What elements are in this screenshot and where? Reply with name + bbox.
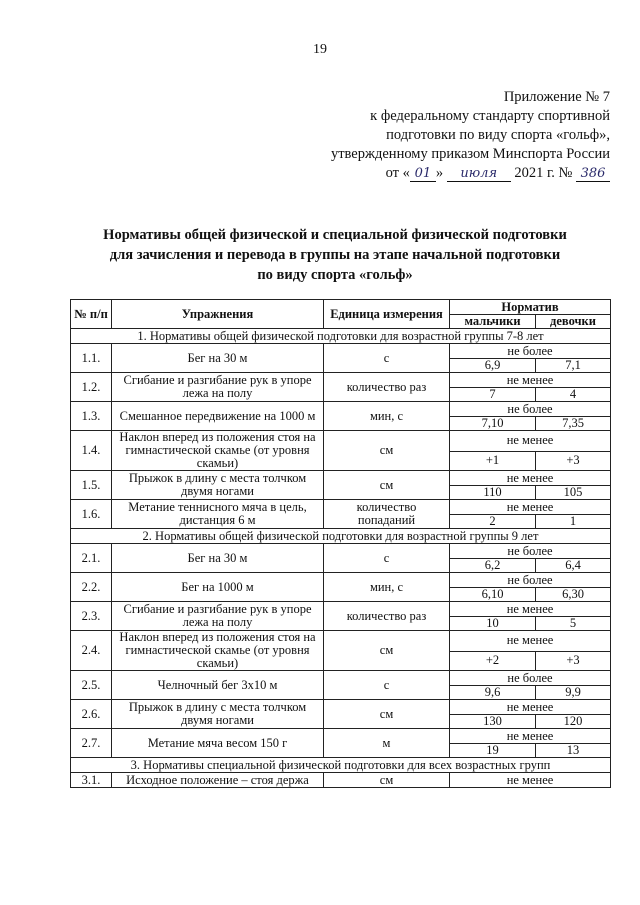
row-value-girls: +3 [536, 451, 611, 470]
row-condition: не менее [450, 631, 611, 652]
section-title: 1. Нормативы общей физической подготовки для возрастной группы 7-8 лет [71, 329, 611, 344]
row-unit: см [324, 431, 450, 471]
row-unit: см [324, 700, 450, 729]
row-exercise: Метание мяча весом 150 г [112, 729, 324, 758]
section-row [71, 758, 611, 773]
row-number: 2.3. [71, 602, 112, 631]
row-exercise: Челночный бег 3х10 м [112, 671, 324, 700]
row-value-boys: 6,2 [450, 559, 536, 573]
table-row [71, 729, 611, 744]
title-line-1: Нормативы общей физической и специальной физической подготовки [103, 227, 567, 243]
row-value-boys: 9,6 [450, 686, 536, 700]
header-norm: Норматив [450, 300, 611, 315]
row-exercise: Исходное положение – стоя держа [112, 773, 324, 788]
row-value-boys: 6,9 [450, 359, 536, 373]
row-exercise: Метание теннисного мяча в цель, дистанция 6 м [112, 500, 324, 529]
row-unit: см [324, 773, 450, 788]
table-row [71, 471, 611, 486]
row-number: 1.2. [71, 373, 112, 402]
document-title [70, 225, 600, 285]
row-exercise: Наклон вперед из положения стоя на гимнастической скамье (от уровня скамьи) [112, 631, 324, 671]
table-row [71, 773, 611, 788]
row-value-girls: 105 [536, 486, 611, 500]
row-value-girls: 9,9 [536, 686, 611, 700]
row-value-boys: 110 [450, 486, 536, 500]
row-unit: с [324, 544, 450, 573]
table-row [71, 700, 611, 715]
row-condition: не более [450, 671, 611, 686]
row-exercise: Смешанное передвижение на 1000 м [112, 402, 324, 431]
row-value-boys: 10 [450, 617, 536, 631]
row-exercise: Бег на 30 м [112, 344, 324, 373]
row-number: 2.4. [71, 631, 112, 671]
date-month: июля [447, 166, 511, 182]
header-boys: мальчики [450, 315, 536, 329]
table-row [71, 402, 611, 417]
appendix-block [331, 88, 610, 183]
row-condition: не более [450, 573, 611, 588]
row-number: 2.2. [71, 573, 112, 602]
row-condition: не менее [450, 373, 611, 388]
row-condition: не менее [450, 773, 611, 788]
header-unit: Единица измерения [324, 300, 450, 329]
row-condition: не менее [450, 700, 611, 715]
row-number: 1.4. [71, 431, 112, 471]
row-condition: не более [450, 402, 611, 417]
table-row [71, 602, 611, 617]
row-value-boys: 7,10 [450, 417, 536, 431]
row-number: 2.6. [71, 700, 112, 729]
row-condition: не менее [450, 471, 611, 486]
row-exercise: Бег на 30 м [112, 544, 324, 573]
row-value-boys: 2 [450, 515, 536, 529]
header-girls: девочки [536, 315, 611, 329]
row-value-boys: 6,10 [450, 588, 536, 602]
row-condition: не менее [450, 431, 611, 452]
row-value-girls: 5 [536, 617, 611, 631]
row-value-boys: 7 [450, 388, 536, 402]
table-row [71, 631, 611, 652]
row-value-girls: 7,1 [536, 359, 611, 373]
row-unit: количество раз [324, 373, 450, 402]
row-value-girls: 1 [536, 515, 611, 529]
title-line-3: по виду спорта «гольф» [257, 267, 413, 283]
row-condition: не менее [450, 602, 611, 617]
row-value-girls: 7,35 [536, 417, 611, 431]
row-number: 1.1. [71, 344, 112, 373]
row-exercise: Наклон вперед из положения стоя на гимнастической скамье (от уровня скамьи) [112, 431, 324, 471]
row-number: 1.5. [71, 471, 112, 500]
row-value-boys: +2 [450, 651, 536, 670]
appendix-line-2: к федеральному стандарту спортивной [370, 108, 610, 124]
appendix-line-4: утвержденному приказом Минспорта России [330, 146, 610, 162]
row-condition: не более [450, 344, 611, 359]
section-row [71, 329, 611, 344]
table-row [71, 344, 611, 359]
section-title: 2. Нормативы общей физической подготовки для возрастной группы 9 лет [71, 529, 611, 544]
row-number: 1.3. [71, 402, 112, 431]
date-day: 01 [410, 166, 436, 182]
appendix-date-line [331, 164, 610, 183]
order-number: 386 [576, 166, 610, 182]
row-number: 1.6. [71, 500, 112, 529]
row-value-boys: 130 [450, 715, 536, 729]
row-exercise: Прыжок в длину с места толчком двумя ногами [112, 700, 324, 729]
table-row [71, 671, 611, 686]
row-value-girls: 6,30 [536, 588, 611, 602]
row-value-girls: 6,4 [536, 559, 611, 573]
row-condition: не менее [450, 729, 611, 744]
header-exercise: Упражнения [112, 300, 324, 329]
row-unit: мин, с [324, 573, 450, 602]
row-condition: не более [450, 544, 611, 559]
table-row [71, 500, 611, 515]
row-number: 2.5. [71, 671, 112, 700]
table-row [71, 573, 611, 588]
section-title: 3. Нормативы специальной физической подготовки для всех возрастных групп [71, 758, 611, 773]
row-value-girls: 4 [536, 388, 611, 402]
title-line-2: для зачисления и перевода в группы на этапе начальной подготовки [109, 247, 561, 263]
table-row [71, 544, 611, 559]
row-unit: см [324, 471, 450, 500]
norms-table [70, 299, 611, 788]
row-value-boys: +1 [450, 451, 536, 470]
row-unit: с [324, 671, 450, 700]
row-unit: количество попаданий [324, 500, 450, 529]
appendix-title: Приложение № 7 [503, 89, 610, 105]
norms-body [71, 329, 611, 788]
row-value-girls: 13 [536, 744, 611, 758]
row-unit: мин, с [324, 402, 450, 431]
row-value-girls: +3 [536, 651, 611, 670]
row-number: 3.1. [71, 773, 112, 788]
row-value-boys: 19 [450, 744, 536, 758]
row-condition: не менее [450, 500, 611, 515]
date-year: 2021 г. № [514, 165, 573, 181]
row-value-girls: 120 [536, 715, 611, 729]
date-prefix: от « [385, 165, 410, 181]
row-number: 2.7. [71, 729, 112, 758]
section-row [71, 529, 611, 544]
date-mid: » [435, 165, 444, 181]
row-exercise: Сгибание и разгибание рук в упоре лежа на полу [112, 373, 324, 402]
table-row [71, 431, 611, 452]
appendix-line-3: подготовки по виду спорта «гольф», [386, 127, 610, 143]
row-exercise: Сгибание и разгибание рук в упоре лежа на полу [112, 602, 324, 631]
row-number: 2.1. [71, 544, 112, 573]
row-unit: м [324, 729, 450, 758]
row-unit: см [324, 631, 450, 671]
row-exercise: Бег на 1000 м [112, 573, 324, 602]
page-number: 19 [313, 42, 327, 57]
row-unit: с [324, 344, 450, 373]
header-num: № п/п [71, 300, 112, 329]
row-unit: количество раз [324, 602, 450, 631]
row-exercise: Прыжок в длину с места толчком двумя ногами [112, 471, 324, 500]
table-row [71, 373, 611, 388]
